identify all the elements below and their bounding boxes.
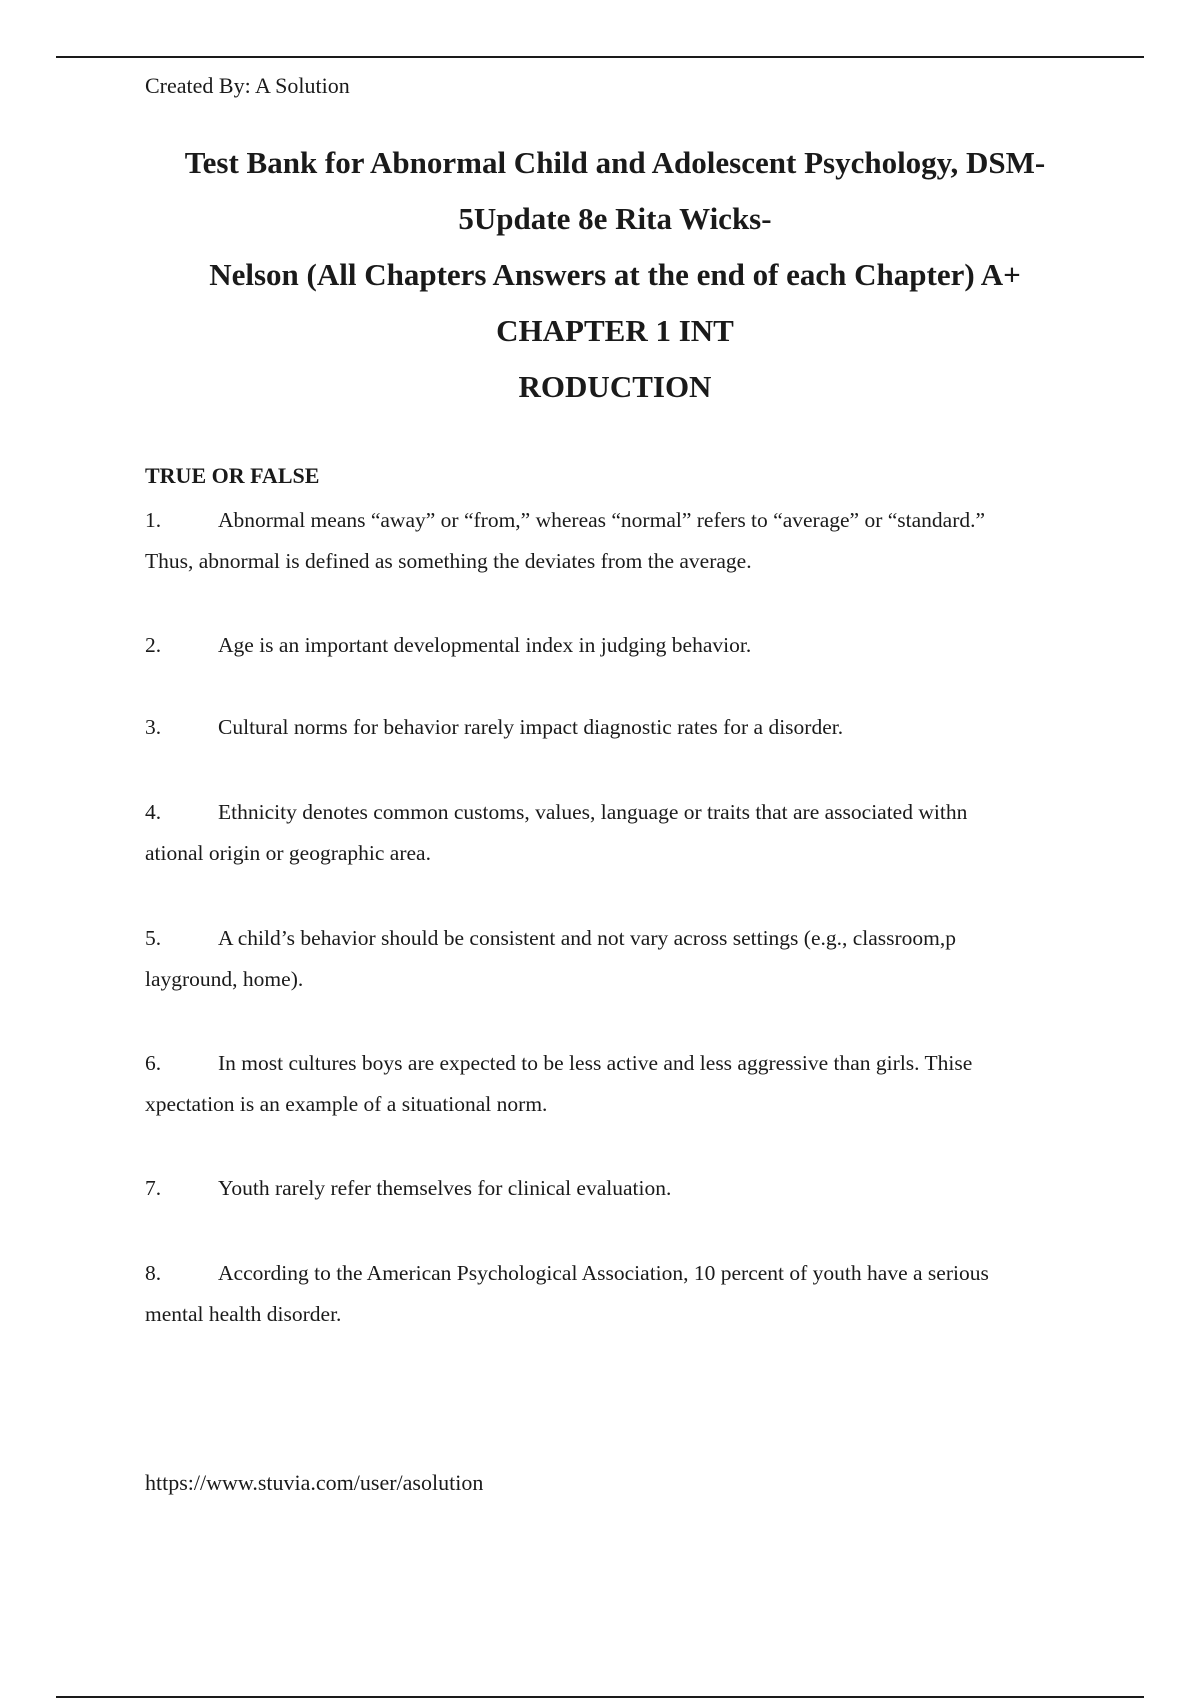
question-number: 8. [145,1261,162,1285]
title-line: Test Bank for Abnormal Child and Adolescent Psychology, DSM- [184,145,1046,180]
chapter-heading-line: CHAPTER 1 INT [496,313,734,348]
question-text: Abnormal means “away” or “from,” whereas “normal” refers to “average” or “standard.” [218,508,986,532]
document-title [145,135,1085,415]
question-text: Ethnicity denotes common customs, values, language or traits that are associated withn [218,800,968,824]
question-item [145,1168,1085,1209]
footer-url-link[interactable]: https://www.stuvia.com/user/asolution [145,1470,484,1495]
question-text: According to the American Psychological Association, 10 percent of youth have a serious [218,1261,989,1285]
question-text: Youth rarely refer themselves for clinical evaluation. [218,1176,672,1200]
title-line: Nelson (All Chapters Answers at the end of each Chapter) A+ [209,257,1021,292]
question-number: 1. [145,508,162,532]
created-by-label: Created By: A Solution [145,73,350,98]
question-number: 2. [145,633,162,657]
section-heading-true-or-false: TRUE OR FALSE [145,463,320,488]
bottom-divider [56,1696,1144,1698]
question-text: Cultural norms for behavior rarely impact diagnostic rates for a disorder. [218,715,844,739]
question-item [145,918,1085,1000]
question-item [145,500,1085,582]
question-number: 3. [145,715,162,739]
question-text: Age is an important developmental index in judging behavior. [218,633,752,657]
question-item [145,1043,1085,1125]
question-item [145,1253,1085,1335]
chapter-heading-line: RODUCTION [518,369,712,404]
question-number: 7. [145,1176,162,1200]
question-text-continued: mental health disorder. [145,1302,342,1326]
question-text: In most cultures boys are expected to be less active and less aggressive than girls. Thise [218,1051,973,1075]
question-text-continued: Thus, abnormal is defined as something the deviates from the average. [145,549,752,573]
question-number: 6. [145,1051,162,1075]
question-item [145,707,1085,748]
question-text-continued: ational origin or geographic area. [145,841,431,865]
question-text-continued: layground, home). [145,967,304,991]
question-number: 5. [145,926,162,950]
question-number: 4. [145,800,162,824]
top-divider [56,56,1144,58]
question-item [145,792,1085,874]
title-line: 5Update 8e Rita Wicks- [458,201,772,236]
question-item [145,625,1085,666]
question-text: A child’s behavior should be consistent and not vary across settings (e.g., classroom,p [218,926,957,950]
question-text-continued: xpectation is an example of a situational norm. [145,1092,548,1116]
